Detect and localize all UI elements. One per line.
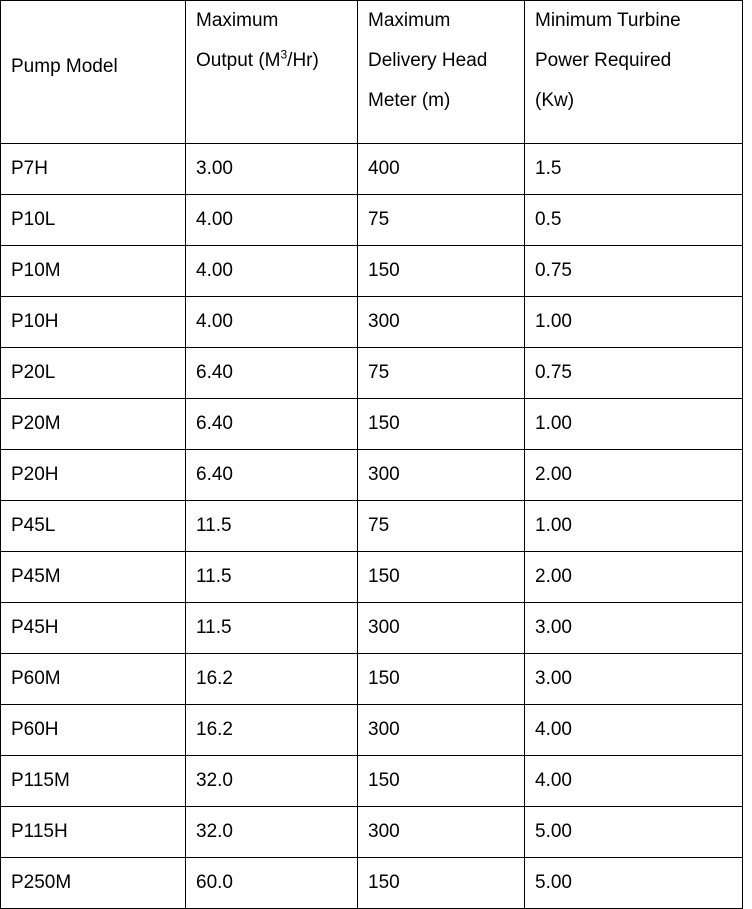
column-header-turbine-power-line-1: Minimum Turbine: [535, 10, 681, 31]
cell-turbine-power: 3.00: [525, 603, 743, 654]
cell-turbine-power: 2.00: [525, 552, 743, 603]
table-row: [1, 195, 743, 246]
cell-turbine-power: 1.5: [525, 144, 743, 195]
column-header-delivery-head-line-3: Meter (m): [368, 90, 451, 111]
cell-turbine-power: 4.00: [525, 756, 743, 807]
cell-turbine-power: 0.75: [525, 246, 743, 297]
table-row: [1, 705, 743, 756]
cell-maximum-output: 11.5: [186, 501, 358, 552]
table-row: [1, 399, 743, 450]
column-header-delivery-head-line-1: Maximum: [368, 10, 451, 31]
output-unit-superscript: 3: [280, 47, 288, 62]
cell-delivery-head: 300: [358, 297, 525, 348]
cell-turbine-power: 0.5: [525, 195, 743, 246]
cell-maximum-output: 3.00: [186, 144, 358, 195]
header-row: [1, 1, 743, 144]
cell-pump-model: P45L: [1, 501, 186, 552]
cell-pump-model: P60H: [1, 705, 186, 756]
cell-pump-model: P10L: [1, 195, 186, 246]
cell-pump-model: P20H: [1, 450, 186, 501]
column-header-pump-model-line-1: Pump Model: [11, 56, 118, 77]
output-unit-prefix: Output (M: [196, 50, 281, 71]
column-header-maximum-output: [186, 1, 358, 144]
cell-turbine-power: 2.00: [525, 450, 743, 501]
column-header-maximum-delivery-head: [358, 1, 525, 144]
cell-delivery-head: 300: [358, 603, 525, 654]
table-header: [1, 1, 743, 144]
cell-maximum-output: 32.0: [186, 756, 358, 807]
column-header-turbine-power-line-2: Power Required: [535, 50, 672, 71]
cell-maximum-output: 11.5: [186, 603, 358, 654]
column-header-maximum-output-line-1: Maximum: [196, 10, 279, 31]
cell-delivery-head: 75: [358, 348, 525, 399]
table-row: [1, 501, 743, 552]
cell-turbine-power: 4.00: [525, 705, 743, 756]
column-header-turbine-power-line-3: (Kw): [535, 90, 575, 111]
cell-pump-model: P60M: [1, 654, 186, 705]
cell-delivery-head: 75: [358, 501, 525, 552]
cell-delivery-head: 150: [358, 552, 525, 603]
column-header-delivery-head-line-2: Delivery Head: [368, 50, 488, 71]
cell-maximum-output: 4.00: [186, 246, 358, 297]
cell-maximum-output: 4.00: [186, 297, 358, 348]
table-row: [1, 756, 743, 807]
cell-delivery-head: 300: [358, 450, 525, 501]
cell-delivery-head: 150: [358, 399, 525, 450]
cell-pump-model: P7H: [1, 144, 186, 195]
table-row: [1, 297, 743, 348]
cell-pump-model: P115H: [1, 807, 186, 858]
cell-delivery-head: 150: [358, 654, 525, 705]
cell-maximum-output: 16.2: [186, 654, 358, 705]
output-unit-suffix: /Hr): [287, 50, 319, 71]
table-row: [1, 654, 743, 705]
cell-maximum-output: 6.40: [186, 399, 358, 450]
cell-pump-model: P45M: [1, 552, 186, 603]
cell-turbine-power: 3.00: [525, 654, 743, 705]
cell-maximum-output: 4.00: [186, 195, 358, 246]
table-row: [1, 807, 743, 858]
cell-turbine-power: 5.00: [525, 807, 743, 858]
table-row: [1, 144, 743, 195]
cell-turbine-power: 0.75: [525, 348, 743, 399]
cell-maximum-output: 32.0: [186, 807, 358, 858]
cell-pump-model: P20M: [1, 399, 186, 450]
cell-maximum-output: 60.0: [186, 858, 358, 909]
cell-delivery-head: 150: [358, 246, 525, 297]
column-header-pump-model: [1, 1, 186, 144]
table-body: [1, 144, 743, 909]
cell-maximum-output: 6.40: [186, 348, 358, 399]
column-header-maximum-output-line-2: [186, 41, 357, 81]
cell-maximum-output: 16.2: [186, 705, 358, 756]
cell-turbine-power: 5.00: [525, 858, 743, 909]
cell-turbine-power: 1.00: [525, 297, 743, 348]
cell-delivery-head: 400: [358, 144, 525, 195]
cell-delivery-head: 300: [358, 807, 525, 858]
cell-turbine-power: 1.00: [525, 399, 743, 450]
cell-delivery-head: 150: [358, 756, 525, 807]
table-row: [1, 348, 743, 399]
cell-pump-model: P115M: [1, 756, 186, 807]
cell-pump-model: P20L: [1, 348, 186, 399]
table-row: [1, 858, 743, 909]
cell-turbine-power: 1.00: [525, 501, 743, 552]
table-row: [1, 552, 743, 603]
table-row: [1, 450, 743, 501]
cell-pump-model: P250M: [1, 858, 186, 909]
cell-pump-model: P10M: [1, 246, 186, 297]
table-row: [1, 246, 743, 297]
cell-pump-model: P45H: [1, 603, 186, 654]
cell-maximum-output: 6.40: [186, 450, 358, 501]
cell-delivery-head: 75: [358, 195, 525, 246]
column-header-minimum-turbine-power: [525, 1, 743, 144]
cell-delivery-head: 300: [358, 705, 525, 756]
cell-delivery-head: 150: [358, 858, 525, 909]
cell-pump-model: P10H: [1, 297, 186, 348]
table-row: [1, 603, 743, 654]
cell-maximum-output: 11.5: [186, 552, 358, 603]
